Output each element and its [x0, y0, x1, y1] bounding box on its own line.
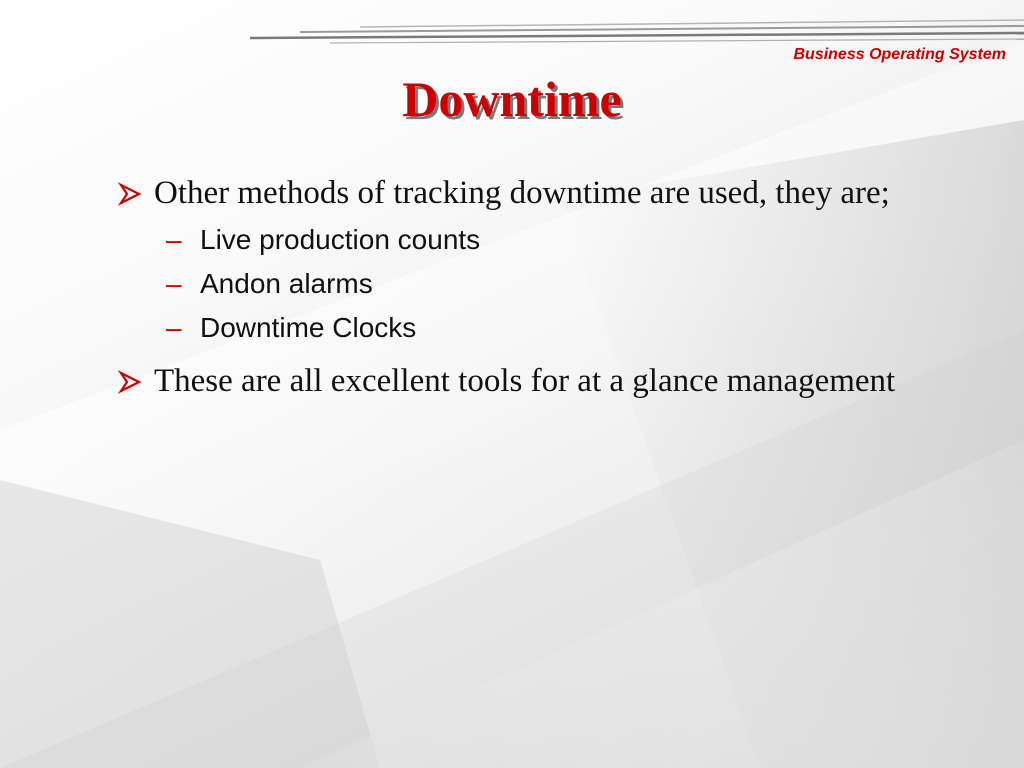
slide-content	[118, 172, 918, 404]
sub-list-item	[118, 262, 918, 306]
arrow-bullet-icon	[118, 370, 142, 394]
sub-list	[118, 218, 918, 350]
sub-item-text: Downtime Clocks	[200, 312, 417, 343]
bullet-text: Other methods of tracking downtime are used, they are;	[154, 175, 890, 211]
bullet-item	[118, 360, 918, 402]
brand-label: Business Operating System	[793, 46, 1006, 63]
arrow-bullet-icon	[118, 182, 142, 206]
sub-list-item	[118, 306, 918, 350]
slide-title: Downtime	[402, 71, 622, 127]
sub-list-item	[118, 218, 918, 262]
sub-item-text: Andon alarms	[200, 268, 373, 299]
dash-marker: –	[166, 224, 182, 255]
sub-item-text: Live production counts	[200, 224, 481, 255]
bullet-text: These are all excellent tools for at a glance management	[154, 363, 896, 399]
bullet-item	[118, 172, 918, 214]
dash-marker: –	[166, 312, 182, 343]
dash-marker: –	[166, 268, 182, 299]
